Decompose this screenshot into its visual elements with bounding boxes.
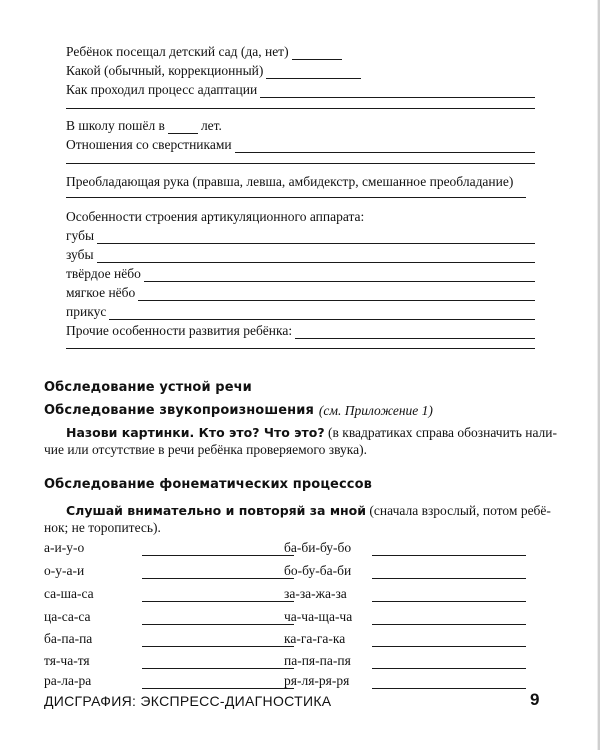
left-item-6 (44, 653, 90, 669)
right-item-2 (284, 563, 351, 579)
hard-palate-row (66, 266, 535, 282)
task1-bold: Назови картинки. Кто это? Что это? (66, 425, 325, 440)
syllable-right-3: за-за-жа-за (284, 586, 347, 601)
answer-line-right-4[interactable] (372, 613, 526, 625)
other-features-row (66, 323, 535, 339)
answer-line-right-7[interactable] (372, 677, 526, 689)
syllable-right-2: бо-бу-ба-би (284, 563, 352, 578)
hard-palate-answer-line[interactable] (144, 270, 535, 282)
left-item-7 (44, 673, 91, 689)
kindergarten-type-row (66, 63, 361, 79)
answer-line-left-6[interactable] (142, 657, 294, 669)
other-features-answer-line[interactable] (295, 327, 535, 339)
kindergarten-row (66, 44, 342, 60)
bite-label: прикус (66, 304, 107, 319)
bite-answer-line[interactable] (109, 308, 535, 320)
articulation-row (66, 209, 364, 225)
right-item-5 (284, 631, 345, 647)
school-row (66, 118, 222, 134)
syllable-left-6: тя-ча-тя (44, 653, 90, 668)
task1-paragraph (44, 424, 558, 458)
task1-text: (в квадратиках справа обозначить нали- (328, 425, 558, 440)
answer-line-right-5[interactable] (372, 635, 526, 647)
hand-answer-line[interactable] (66, 197, 526, 198)
task2-text2: нок; не торопитесь). (44, 520, 161, 535)
right-item-6 (284, 653, 351, 669)
school-age-line[interactable] (168, 122, 198, 134)
syllable-right-6: па-пя-па-пя (284, 653, 351, 668)
answer-line-left-7[interactable] (142, 677, 294, 689)
soft-palate-label: мягкое нёбо (66, 285, 136, 300)
kindergarten-type-answer-line[interactable] (266, 67, 361, 79)
hand-label: Преобладающая рука (правша, левша, амбидекстр, смешанное преобладание) (66, 174, 514, 189)
left-item-4 (44, 609, 91, 625)
school-suffix: лет. (200, 118, 222, 133)
syllable-left-1: а-и-у-о (44, 540, 85, 555)
peers-extra-line[interactable] (66, 163, 535, 164)
bite-row (66, 304, 535, 320)
other-features-extra-line[interactable] (66, 348, 535, 349)
syllable-left-7: ра-ла-ра (44, 673, 92, 688)
articulation-label: Особенности строения артикуляционного аппарата: (66, 209, 365, 224)
peers-label: Отношения со сверстниками (66, 137, 232, 152)
right-item-1 (284, 540, 351, 556)
answer-line-left-4[interactable] (142, 613, 294, 625)
sound-ref: (см. Приложение 1) (318, 403, 433, 418)
left-item-5 (44, 631, 92, 647)
kindergarten-label: Ребёнок посещал детский сад (да, нет) (66, 44, 289, 59)
teeth-row (66, 247, 535, 263)
task2-paragraph (44, 502, 551, 536)
task2-text: (сначала взрослый, потом ребё- (369, 503, 551, 518)
lips-answer-line[interactable] (97, 232, 535, 244)
answer-line-left-3[interactable] (142, 590, 294, 602)
section-oral-title: Обследование устной речи (44, 380, 252, 395)
task2-bold: Слушай внимательно и повторяй за мной (66, 503, 367, 518)
footer-title: ДИСГРАФИЯ: ЭКСПРЕСС-ДИАГНОСТИКА (44, 693, 332, 709)
right-item-3 (284, 586, 347, 602)
syllable-right-5: ка-га-га-ка (284, 631, 346, 646)
left-item-3 (44, 586, 94, 602)
teeth-label: зубы (66, 247, 94, 262)
sound-title: Обследование звукопроизношения (44, 403, 314, 418)
answer-line-right-1[interactable] (372, 544, 526, 556)
soft-palate-row (66, 285, 535, 301)
hand-row (66, 174, 513, 190)
answer-line-right-2[interactable] (372, 567, 526, 579)
adaptation-answer-line[interactable] (260, 86, 535, 98)
kindergarten-answer-line[interactable] (292, 48, 342, 60)
answer-line-left-2[interactable] (142, 567, 294, 579)
school-prefix: В школу пошёл в (66, 118, 165, 133)
teeth-answer-line[interactable] (97, 251, 535, 263)
right-item-4 (284, 609, 352, 625)
syllable-right-4: ча-ча-ща-ча (284, 609, 353, 624)
left-item-1 (44, 540, 84, 556)
adaptation-row (66, 82, 535, 98)
answer-line-left-5[interactable] (142, 635, 294, 647)
syllable-left-5: ба-па-па (44, 631, 93, 646)
left-item-2 (44, 563, 84, 579)
hard-palate-label: твёрдое нёбо (66, 266, 141, 281)
syllable-right-1: ба-би-бу-бо (284, 540, 352, 555)
page-number: 9 (530, 690, 540, 709)
kindergarten-type-label: Какой (обычный, коррекционный) (66, 63, 264, 78)
syllable-left-3: са-ша-са (44, 586, 94, 601)
answer-line-left-1[interactable] (142, 544, 294, 556)
peers-row (66, 137, 535, 153)
sound-heading-row (44, 403, 433, 419)
soft-palate-answer-line[interactable] (138, 289, 535, 301)
other-features-label: Прочие особенности развития ребёнка: (66, 323, 293, 338)
syllable-left-4: ца-са-са (44, 609, 91, 624)
peers-answer-line[interactable] (235, 141, 535, 153)
syllable-left-2: о-у-а-и (44, 563, 85, 578)
adaptation-label: Как проходил процесс адаптации (66, 82, 258, 97)
lips-label: губы (66, 228, 95, 243)
task1-text2: чие или отсутствие в речи ребёнка проверяемого звука). (44, 442, 367, 457)
lips-row (66, 228, 535, 244)
page-edge-shadow (597, 0, 598, 750)
section-phonemic-title: Обследование фонематических процессов (44, 477, 372, 492)
adaptation-extra-line[interactable] (66, 108, 535, 109)
answer-line-right-3[interactable] (372, 590, 526, 602)
answer-line-right-6[interactable] (372, 657, 526, 669)
syllable-right-7: ря-ля-ря-ря (284, 673, 350, 688)
right-item-7 (284, 673, 349, 689)
